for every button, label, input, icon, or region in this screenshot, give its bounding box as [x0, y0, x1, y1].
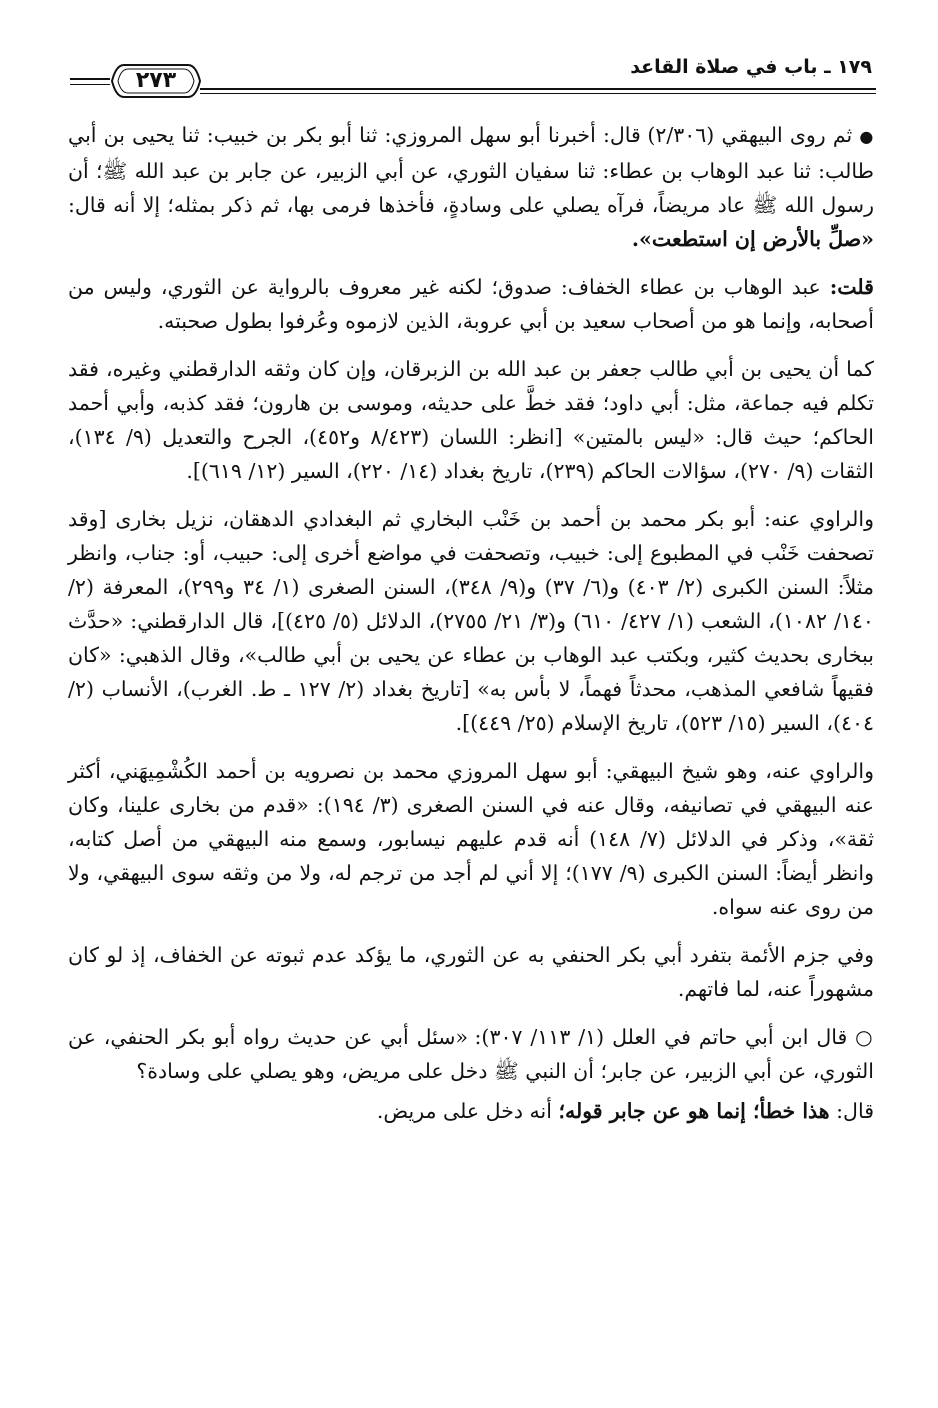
- paragraph-2-text: عبد الوهاب بن عطاء الخفاف: صدوق؛ لكنه غير معروف بالرواية عن الثوري، وليس من أصحابه، وإنما هو من أصحاب سعيد بن أبي عروبة، الذين لازموه وعُرفوا بطول صحبته.: [68, 275, 874, 333]
- header-rule-left: [70, 78, 110, 80]
- paragraph-5: [68, 754, 874, 924]
- paragraph-2: [68, 270, 874, 338]
- paragraph-3-text: كما أن يحيى بن أبي طالب جعفر بن عبد الله بن الزبرقان، وإن كان وثقه الدارقطني وغيره، فقد تكلم فيه جماعة، مثل: أبي داود؛ فقد خطَّ على حديثه، وموسى بن هارون؛ فقد كذبه، وأبي أحمد الحاكم؛ حيث قال: «ليس بالمتين» [انظر: اللسان (٨/٤٢٣ و٤٥٢)، الجرح والتعديل (٩/ ١٣٤)، الثقات (٩/ ٢٧٠)، سؤالات الحاكم (٢٣٩)، تاريخ بغداد (١٤/ ٢٢٠)، السير (١٢/ ٦١٩)].: [68, 357, 874, 483]
- page-header: [70, 52, 876, 108]
- ring-marker: ○: [855, 1025, 874, 1049]
- paragraph-4-text: والراوي عنه: أبو بكر محمد بن أحمد بن خَنْب البخاري ثم البغدادي الدهقان، نزيل بخارى [وقد تصحفت خَنْب في المطبوع إلى: خبيب، وتصحفت في مواضع أخرى إلى: حبيب، أو: جناب، وانظر مثلاً: السنن الكبرى (٢/ ٤٠٣) و(٦/ ٣٧) و(٩/ ٣٤٨)، السنن الصغرى (١/ ٣٤ و٢٩٩)، المعرفة (٢/ ١٤٠/ ١٠٨٢)، الشعب (١/ ٤٢٧/ ٦١٠) و(٣/ ٢١/ ٢٧٥٥)، الدلائل (٥/ ٤٢٥)]، قال الدارقطني: «حدَّث ببخارى بحديث كثير، وبكتب عبد الوهاب بن عطاء عن يحيى بن أبي طالب»، وقال الذهبي: «كان فقيهاً شافعي المذهب، محدثاً فهماً، لا بأس به» [تاريخ بغداد (٢/ ١٢٧ ـ ط. الغرب)، الأنساب (٢/ ٤٠٤)، السير (١٥/ ٥٢٣)، تاريخ الإسلام (٢٥/ ٤٤٩)].: [68, 507, 874, 735]
- header-rule: [200, 88, 876, 90]
- paragraph-3: [68, 352, 874, 488]
- paragraph-6-text: وفي جزم الأئمة بتفرد أبي بكر الحنفي به عن الثوري، ما يؤكد عدم ثبوته عن الخفاف، إذ لو كان مشهوراً عنه، لما فاتهم.: [68, 943, 874, 1001]
- header-rule-thin: [200, 93, 876, 94]
- hadith-quote: «صلِّ بالأرض إن استطعت».: [631, 227, 874, 251]
- qala-label: قال:: [836, 1099, 874, 1123]
- paragraph-1-text: ثم روى البيهقي (٢/٣٠٦) قال: أخبرنا أبو سهل المروزي: ثنا أبو بكر بن خبيب: ثنا يحيى بن أبي طالب: ثنا عبد الوهاب بن عطاء: ثنا سفيان الثوري، عن أبي الزبير، عن جابر بن عبد الله ﷺ؛ أن رسول الله ﷺ عاد مريضاً، فرآه يصلي على وسادةٍ، فأخذها فرمى بها، ثم ذكر بمثله؛ إلا أنه قال:: [68, 123, 874, 217]
- page-number: ٢٧٣: [135, 68, 177, 93]
- qultu-label: قلت:: [829, 275, 874, 299]
- page-number-badge: [110, 62, 202, 100]
- bullet-marker: ●: [859, 127, 874, 146]
- paragraph-7: [68, 1020, 874, 1088]
- paragraph-8-text: أنه دخل على مريض.: [376, 1099, 552, 1123]
- paragraph-1: [68, 118, 874, 256]
- header-rule-left-thin: [70, 84, 110, 85]
- paragraph-6: [68, 938, 874, 1006]
- running-title: ١٧٩ ـ باب في صلاة القاعد: [630, 56, 872, 78]
- paragraph-5-text: والراوي عنه، وهو شيخ البيهقي: أبو سهل المروزي محمد بن نصرويه بن أحمد الكُشْمِيهَني، أكثر عنه البيهقي في تصانيفه، وقال عنه في السنن الصغرى (٣/ ١٩٤): «قدم من بخارى علينا، وكان ثقة»، وذكر في الدلائل (٧/ ١٤٨) أنه قدم عليهم نيسابور، وسمع منه البيهقي من أصل كتابه، وانظر أيضاً: السنن الكبرى (٩/ ١٧٧)؛ إلا أني لم أجد من ترجم له، ولا من وثقه سوى البيهقي، ولا من روى عنه سواه.: [68, 759, 874, 919]
- paragraph-4: [68, 502, 874, 740]
- paragraph-7-text: قال ابن أبي حاتم في العلل (١/ ١١٣/ ٣٠٧): «سئل أبي عن حديث رواه أبو بكر الحنفي، عن الثوري، عن أبي الزبير، عن جابر؛ أن النبي ﷺ دخل على مريض، وهو يصلي على وسادة؟: [68, 1025, 874, 1083]
- page-body: [68, 118, 874, 1142]
- paragraph-8: [68, 1094, 874, 1128]
- verdict-text: هذا خطأ؛ إنما هو عن جابر قوله؛: [558, 1099, 830, 1123]
